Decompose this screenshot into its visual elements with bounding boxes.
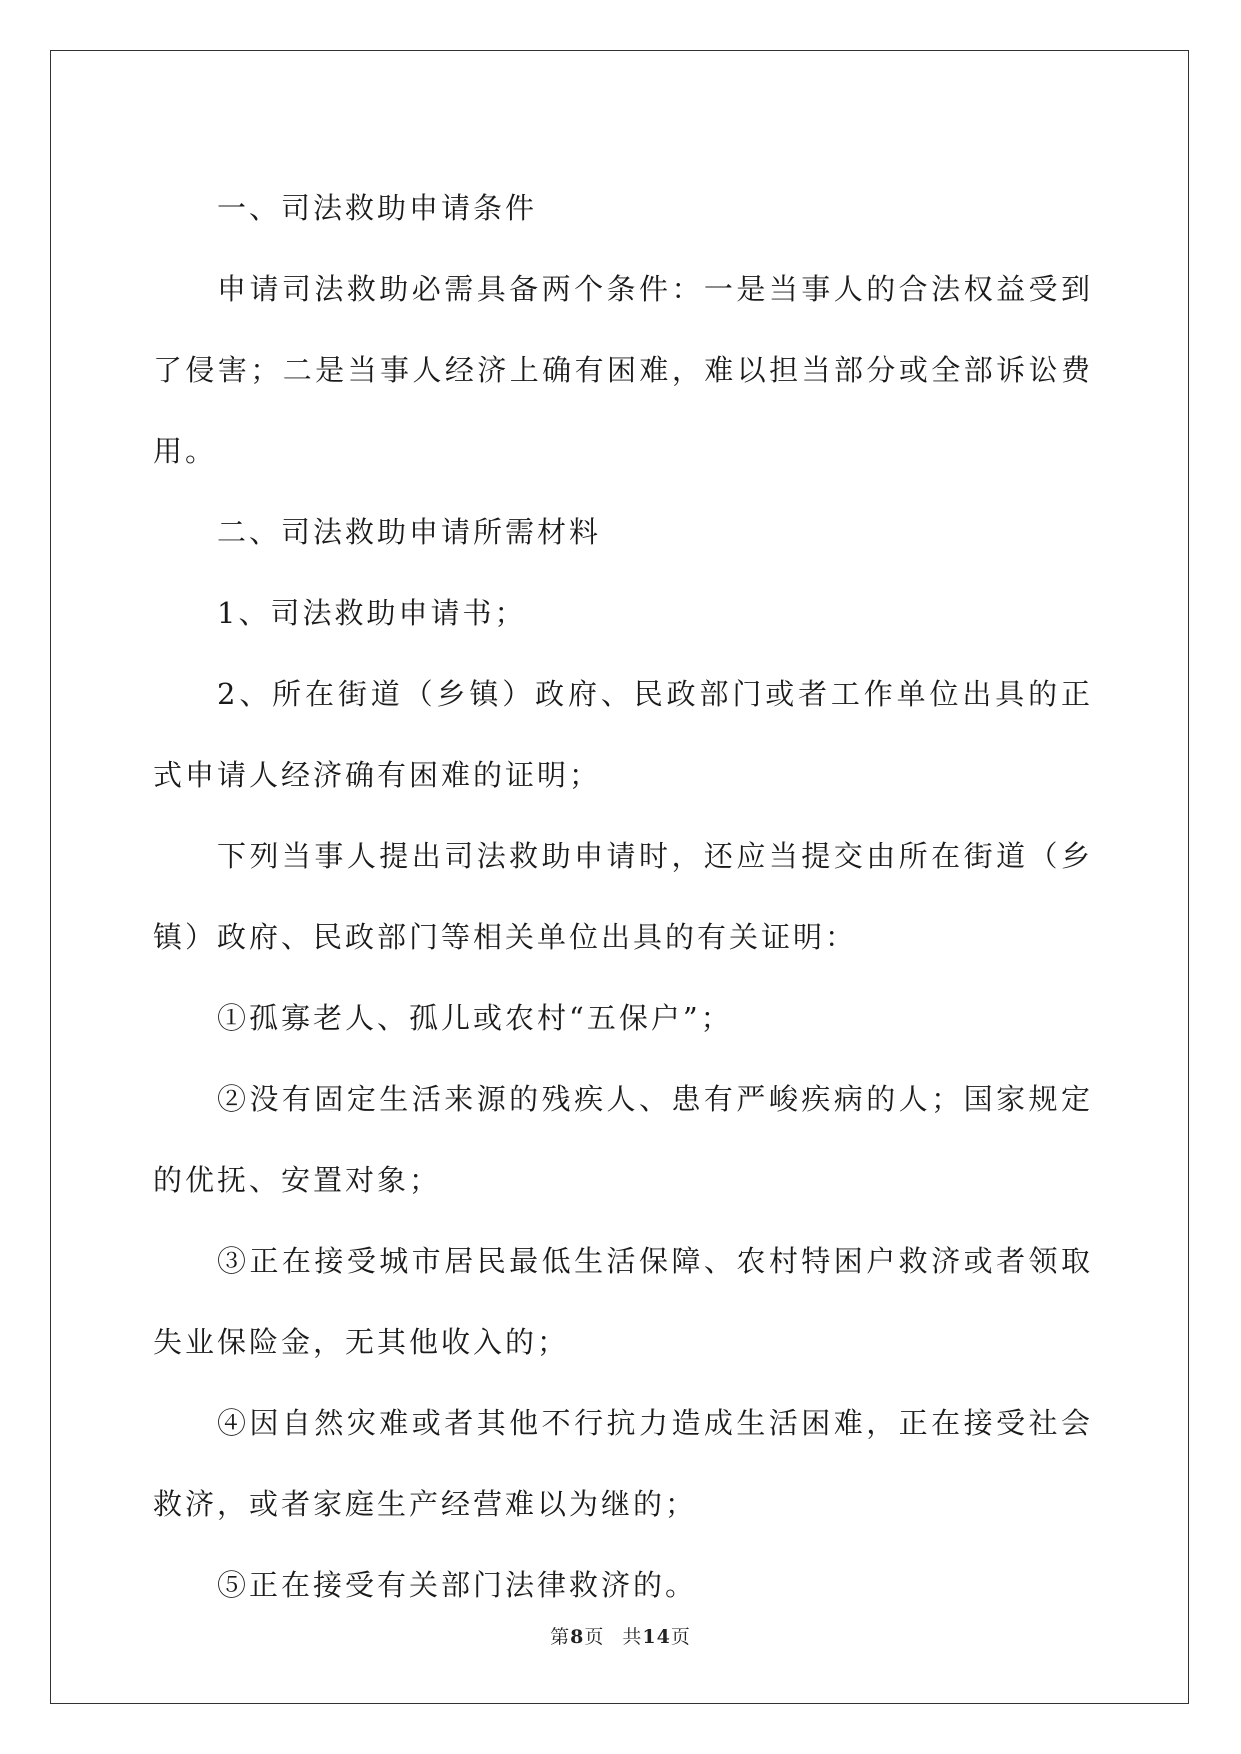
total-prefix: 共 bbox=[622, 1626, 643, 1648]
list-item-application: 1、司法救助申请书； bbox=[217, 596, 527, 630]
document-body bbox=[153, 168, 1093, 1626]
page-suffix: 页 bbox=[584, 1626, 605, 1648]
paragraph-additional-proof: 下列当事人提出司法救助申请时，还应当提交由所在街道（乡镇）政府、民政部门等相关单位出具的有关证明： bbox=[153, 839, 1093, 954]
list-item-4: ④因自然灾难或者其他不行抗力造成生活困难，正在接受社会救济，或者家庭生产经营难以为继的； bbox=[153, 1406, 1093, 1521]
section-heading-conditions: 一、司法救助申请条件 bbox=[217, 191, 538, 225]
page-footer bbox=[0, 1622, 1241, 1649]
page-prefix: 第 bbox=[550, 1626, 571, 1648]
list-item-5: ⑤正在接受有关部门法律救济的。 bbox=[217, 1568, 698, 1602]
paragraph-conditions: 申请司法救助必需具备两个条件：一是当事人的合法权益受到了侵害；二是当事人经济上确有困难，难以担当部分或全部诉讼费用。 bbox=[153, 272, 1093, 468]
list-item-proof: 2、所在街道（乡镇）政府、民政部门或者工作单位出具的正式申请人经济确有困难的证明； bbox=[153, 677, 1093, 792]
total-pages: 14 bbox=[642, 1626, 671, 1648]
page-number: 8 bbox=[570, 1626, 585, 1648]
total-suffix: 页 bbox=[670, 1626, 691, 1648]
list-item-3: ③正在接受城市居民最低生活保障、农村特困户救济或者领取失业保险金，无其他收入的； bbox=[153, 1244, 1093, 1359]
list-item-2: ②没有固定生活来源的残疾人、患有严峻疾病的人；国家规定的优抚、安置对象； bbox=[153, 1082, 1093, 1197]
list-item-1: ①孤寡老人、孤儿或农村“五保户”； bbox=[217, 1001, 733, 1035]
section-heading-materials: 二、司法救助申请所需材料 bbox=[217, 515, 602, 549]
